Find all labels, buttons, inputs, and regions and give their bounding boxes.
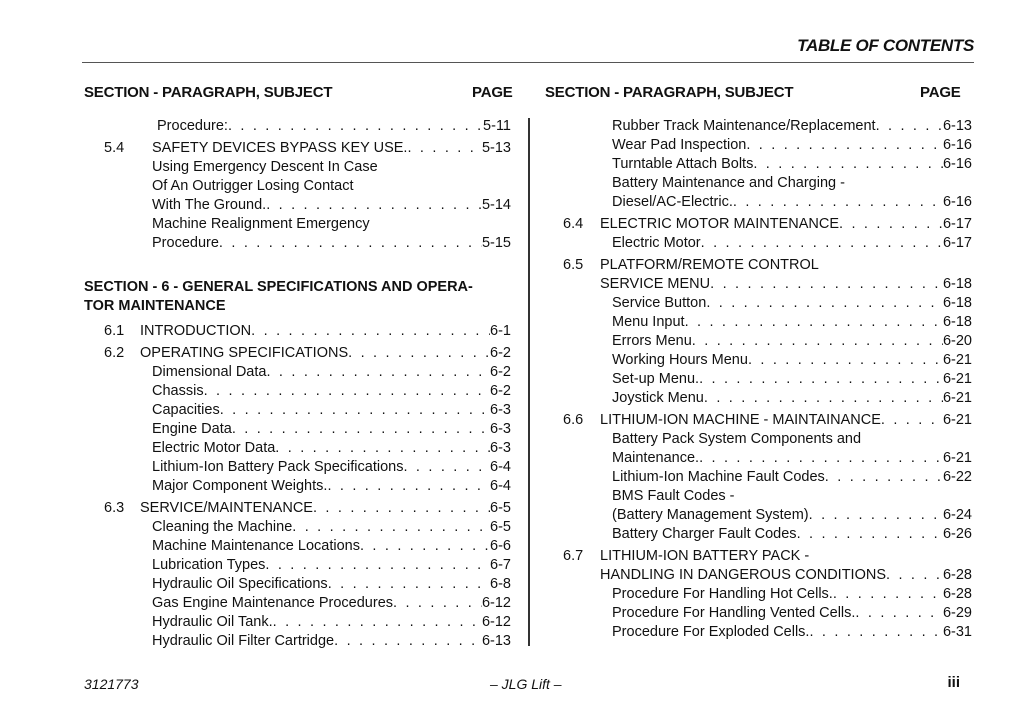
toc-entry[interactable] <box>612 332 972 351</box>
toc-entry-title: Machine Maintenance Locations <box>152 538 360 554</box>
toc-entry[interactable] <box>152 537 511 556</box>
toc-entry[interactable] <box>612 370 972 389</box>
toc-entry-title: Procedure For Exploded Cells. <box>612 624 810 640</box>
section-6-heading <box>84 278 504 316</box>
toc-entry-page: 6-21 <box>942 352 972 368</box>
toc-entry-page: 5-15 <box>481 235 511 251</box>
toc-entry[interactable] <box>152 518 511 537</box>
toc-entry[interactable] <box>563 215 972 234</box>
toc-entry-page: 6-4 <box>490 459 511 475</box>
toc-entry-page: 6-28 <box>942 586 972 602</box>
toc-entry-title: Major Component Weights. <box>152 478 328 494</box>
toc-entry-page: 6-4 <box>490 478 511 494</box>
toc-entry[interactable] <box>612 117 972 136</box>
toc-entry-page: 6-17 <box>942 235 972 251</box>
toc-entry[interactable] <box>152 458 511 477</box>
toc-entry[interactable] <box>612 294 972 313</box>
toc-entry-page: 6-13 <box>481 633 511 649</box>
left-column-heading: SECTION - PARAGRAPH, SUBJECT <box>84 84 333 101</box>
toc-entry-title: Procedure For Handling Vented Cells. <box>612 605 856 621</box>
toc-entry-page: 6-18 <box>942 276 972 292</box>
toc-entry-title: Procedure For Handling Hot Cells. <box>612 586 833 602</box>
toc-entry-page: 6-16 <box>942 137 972 153</box>
toc-entry[interactable] <box>157 117 511 136</box>
toc-entry-title: Errors Menu <box>612 333 692 349</box>
toc-entry-title: SAFETY DEVICES BYPASS KEY USE. <box>152 140 408 156</box>
toc-entry[interactable] <box>152 196 511 215</box>
toc-entry[interactable] <box>104 322 511 341</box>
toc-entry-number: 6.4 <box>563 216 584 232</box>
toc-entry[interactable] <box>600 566 972 585</box>
toc-entry[interactable] <box>612 351 972 370</box>
toc-entry-title: SERVICE MENU <box>600 276 711 292</box>
toc-entry[interactable] <box>152 382 511 401</box>
toc-entry-title: Lithium-Ion Battery Pack Specifications <box>152 459 404 475</box>
toc-entry-title: Set-up Menu. <box>612 371 700 387</box>
toc-entry[interactable] <box>152 234 511 253</box>
toc-entry-page: 5-14 <box>481 197 511 213</box>
toc-entry[interactable] <box>152 401 511 420</box>
toc-entry[interactable] <box>612 389 972 408</box>
toc-entry-page: 6-8 <box>490 576 511 592</box>
toc-entry-title: Joystick Menu <box>612 390 704 406</box>
toc-entry-page: 6-16 <box>942 156 972 172</box>
toc-entry-page: 6-31 <box>942 624 972 640</box>
toc-entry[interactable] <box>612 155 972 174</box>
toc-entry-title: Hydraulic Oil Specifications <box>152 576 328 592</box>
toc-entry-number: 6.6 <box>563 412 584 428</box>
toc-entry-line: Battery Pack System Components and <box>612 431 862 447</box>
toc-entry-line: Of An Outrigger Losing Contact <box>152 178 354 194</box>
toc-entry-title: Cleaning the Machine <box>152 519 293 535</box>
toc-entry-title: Rubber Track Maintenance/Replacement <box>612 118 876 134</box>
toc-entry-title: SERVICE/MAINTENANCE <box>140 500 313 516</box>
toc-entry-title: INTRODUCTION <box>140 323 252 339</box>
toc-entry-line: BMS Fault Codes - <box>612 488 735 504</box>
footer-center-text: – JLG Lift – <box>490 676 562 692</box>
toc-entry-title: Hydraulic Oil Filter Cartridge <box>152 633 335 649</box>
column-divider <box>528 118 530 646</box>
toc-entry-number: 6.3 <box>104 500 125 516</box>
toc-entry-line <box>563 256 819 275</box>
toc-entry-page: 6-3 <box>490 421 511 437</box>
toc-entry[interactable] <box>152 594 511 613</box>
toc-entry[interactable] <box>104 499 511 518</box>
toc-entry-title: HANDLING IN DANGEROUS CONDITIONS <box>600 567 886 583</box>
toc-entry-page: 6-5 <box>490 500 511 516</box>
toc-entry-line: Using Emergency Descent In Case <box>152 159 378 175</box>
toc-entry-title: Electric Motor <box>612 235 701 251</box>
toc-entry-title: Turntable Attach Bolts <box>612 156 754 172</box>
toc-entry[interactable] <box>612 604 972 623</box>
toc-entry-title: Maintenance. <box>612 450 700 466</box>
toc-entry-title: Diesel/AC-Electric. <box>612 194 733 210</box>
toc-entry-title: Capacities <box>152 402 220 418</box>
toc-entry-page: 6-5 <box>490 519 511 535</box>
toc-entry-title: (Battery Management System) <box>612 507 809 523</box>
toc-entry[interactable] <box>612 313 972 332</box>
toc-entry[interactable] <box>612 193 972 212</box>
toc-entry-line <box>563 547 809 566</box>
toc-entry[interactable] <box>612 468 972 487</box>
toc-entry-title: Electric Motor Data <box>152 440 276 456</box>
toc-entry-line: Battery Maintenance and Charging - <box>612 175 845 191</box>
toc-entry[interactable] <box>152 632 511 651</box>
section-6-heading-line-2: TOR MAINTENANCE <box>84 298 226 314</box>
toc-entry-page: 6-2 <box>490 383 511 399</box>
toc-entry-title: With The Ground. <box>152 197 267 213</box>
toc-entry-title: Gas Engine Maintenance Procedures <box>152 595 394 611</box>
toc-entry-title: Menu Input <box>612 314 685 330</box>
toc-entry-page: 6-7 <box>490 557 511 573</box>
toc-entry-page: 6-12 <box>481 595 511 611</box>
toc-entry-page: 6-3 <box>490 402 511 418</box>
left-column-page-heading: PAGE <box>472 84 513 101</box>
toc-entry-line: Machine Realignment Emergency <box>152 216 370 232</box>
toc-entry[interactable] <box>152 363 511 382</box>
toc-entry-page: 6-3 <box>490 440 511 456</box>
header-rule <box>82 62 974 63</box>
toc-entry[interactable] <box>152 477 511 496</box>
toc-entry-page: 6-13 <box>942 118 972 134</box>
toc-entry-title: PLATFORM/REMOTE CONTROL <box>600 257 819 273</box>
toc-entry-page: 6-2 <box>490 345 511 361</box>
toc-entry-title: Working Hours Menu <box>612 352 748 368</box>
toc-entry-page: 6-18 <box>942 295 972 311</box>
toc-entry-title: Hydraulic Oil Tank. <box>152 614 273 630</box>
toc-entry-title: Service Button <box>612 295 707 311</box>
toc-entry[interactable] <box>152 556 511 575</box>
toc-entry-number: 6.1 <box>104 323 125 339</box>
toc-entry-title: ELECTRIC MOTOR MAINTENANCE <box>600 216 840 232</box>
toc-entry-page: 5-11 <box>483 118 511 134</box>
toc-entry-page: 6-6 <box>490 538 511 554</box>
footer-doc-number: 3121773 <box>84 676 139 692</box>
toc-entry[interactable] <box>612 449 972 468</box>
toc-entry-title: Dimensional Data <box>152 364 267 380</box>
toc-entry-page: 5-13 <box>481 140 511 156</box>
toc-entry-title: Engine Data <box>152 421 232 437</box>
toc-entry-title: Procedure: <box>157 118 228 134</box>
toc-entry-page: 6-22 <box>942 469 972 485</box>
toc-entry-title: LITHIUM-ION MACHINE - MAINTAINANCE <box>600 412 881 428</box>
toc-entry-page: 6-21 <box>942 450 972 466</box>
toc-entry-number: 6.2 <box>104 345 125 361</box>
toc-entry[interactable] <box>104 139 511 158</box>
toc-entry-page: 6-21 <box>942 371 972 387</box>
toc-entry-page: 6-26 <box>942 526 972 542</box>
toc-entry[interactable] <box>104 344 511 363</box>
toc-entry-page: 6-21 <box>942 390 972 406</box>
toc-entry-page: 6-21 <box>942 412 972 428</box>
right-column-heading: SECTION - PARAGRAPH, SUBJECT <box>545 84 794 101</box>
toc-entry-page: 6-28 <box>942 567 972 583</box>
toc-entry-page: 6-16 <box>942 194 972 210</box>
toc-entry[interactable] <box>612 525 972 544</box>
toc-entry[interactable] <box>152 420 511 439</box>
toc-entry-page: 6-29 <box>942 605 972 621</box>
toc-entry[interactable] <box>612 234 972 253</box>
toc-entry-title: Wear Pad Inspection <box>612 137 747 153</box>
toc-entry-title: OPERATING SPECIFICATIONS <box>140 345 349 361</box>
toc-entry[interactable] <box>612 506 972 525</box>
toc-entry-page: 6-12 <box>481 614 511 630</box>
toc-entry-title: Procedure <box>152 235 219 251</box>
toc-entry[interactable] <box>612 136 972 155</box>
toc-entry-page: 6-17 <box>942 216 972 232</box>
page-header-title: TABLE OF CONTENTS <box>797 36 974 55</box>
toc-entry[interactable] <box>152 439 511 458</box>
toc-entry-title: Lithium-Ion Machine Fault Codes <box>612 469 825 485</box>
toc-entry-title: Lubrication Types <box>152 557 266 573</box>
toc-entry[interactable] <box>600 275 972 294</box>
toc-entry-page: 6-2 <box>490 364 511 380</box>
toc-entry[interactable] <box>152 575 511 594</box>
toc-entry-number: 5.4 <box>104 140 125 156</box>
toc-entry-title: Chassis <box>152 383 204 399</box>
toc-entry[interactable] <box>563 411 972 430</box>
toc-entry[interactable] <box>612 623 972 642</box>
toc-entry-title: LITHIUM-ION BATTERY PACK - <box>600 548 810 564</box>
right-column-page-heading: PAGE <box>920 84 961 101</box>
toc-entry-title: Battery Charger Fault Codes <box>612 526 797 542</box>
footer-page-number: iii <box>947 674 960 691</box>
section-6-heading-line-1: SECTION - 6 - GENERAL SPECIFICATIONS AND OPERA- <box>84 279 473 295</box>
toc-entry-page: 6-20 <box>942 333 972 349</box>
toc-entry[interactable] <box>152 613 511 632</box>
toc-entry[interactable] <box>612 585 972 604</box>
toc-entry-number: 6.5 <box>563 257 584 273</box>
toc-entry-page: 6-24 <box>942 507 972 523</box>
toc-entry-page: 6-1 <box>490 323 511 339</box>
toc-entry-page: 6-18 <box>942 314 972 330</box>
toc-entry-number: 6.7 <box>563 548 584 564</box>
